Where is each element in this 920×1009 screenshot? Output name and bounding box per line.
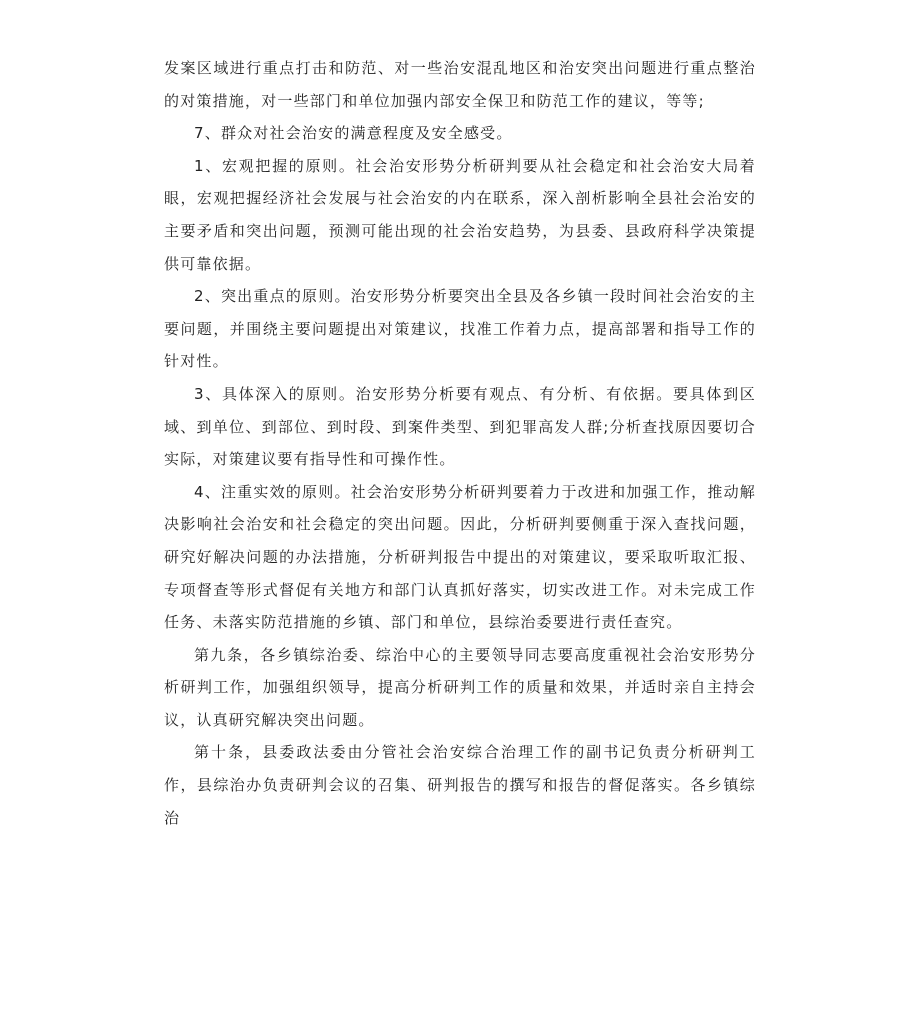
paragraph-principle-4: 4、注重实效的原则。社会治安形势分析研判要着力于改进和加强工作，推动解决影响社会治安和社会稳定的突出问题。因此，分析研判要侧重于深入查找问题，研究好解决问题的办法措施，分析研判报告中提出的对策建议，要采取听取汇报、专项督查等形式督促有关地方和部门认真抓好落实，切实改进工作。对未完成工作任务、未落实防范措施的乡镇、部门和单位，县综治委要进行责任查究。 xyxy=(164,482,756,632)
paragraph-principle-2: 2、突出重点的原则。治安形势分析要突出全县及各乡镇一段时间社会治安的主要问题，并围绕主要问题提出对策建议，找准工作着力点，提高部署和指导工作的针对性。 xyxy=(164,287,756,371)
paragraph-article-9: 第九条，各乡镇综治委、综治中心的主要领导同志要高度重视社会治安形势分析研判工作，加强组织领导，提高分析研判工作的质量和效果，并适时亲自主持会议，认真研究解决突出问题。 xyxy=(164,645,756,729)
paragraph-article-10: 第十条，县委政法委由分管社会治安综合治理工作的副书记负责分析研判工作，县综治办负责研判会议的召集、研判报告的撰写和报告的督促落实。各乡镇综治 xyxy=(164,743,756,827)
paragraph-continuation: 发案区域进行重点打击和防范、对一些治安混乱地区和治安突出问题进行重点整治的对策措施，对一些部门和单位加强内部安全保卫和防范工作的建议，等等; xyxy=(164,59,756,110)
paragraph-item-7: 7、群众对社会治安的满意程度及安全感受。 xyxy=(194,124,513,143)
document-body xyxy=(164,52,756,834)
paragraph-principle-3: 3、具体深入的原则。治安形势分析要有观点、有分析、有依据。要具体到区域、到单位、到部位、到时段、到案件类型、到犯罪高发人群;分析查找原因要切合实际，对策建议要有指导性和可操作性。 xyxy=(164,384,756,469)
paragraph-principle-1: 1、宏观把握的原则。社会治安形势分析研判要从社会稳定和社会治安大局着眼，宏观把握经济社会发展与社会治安的内在联系，深入剖析影响全县社会治安的主要矛盾和突出问题，预测可能出现的社会治安趋势，为县委、县政府科学决策提供可靠依据。 xyxy=(164,156,756,273)
